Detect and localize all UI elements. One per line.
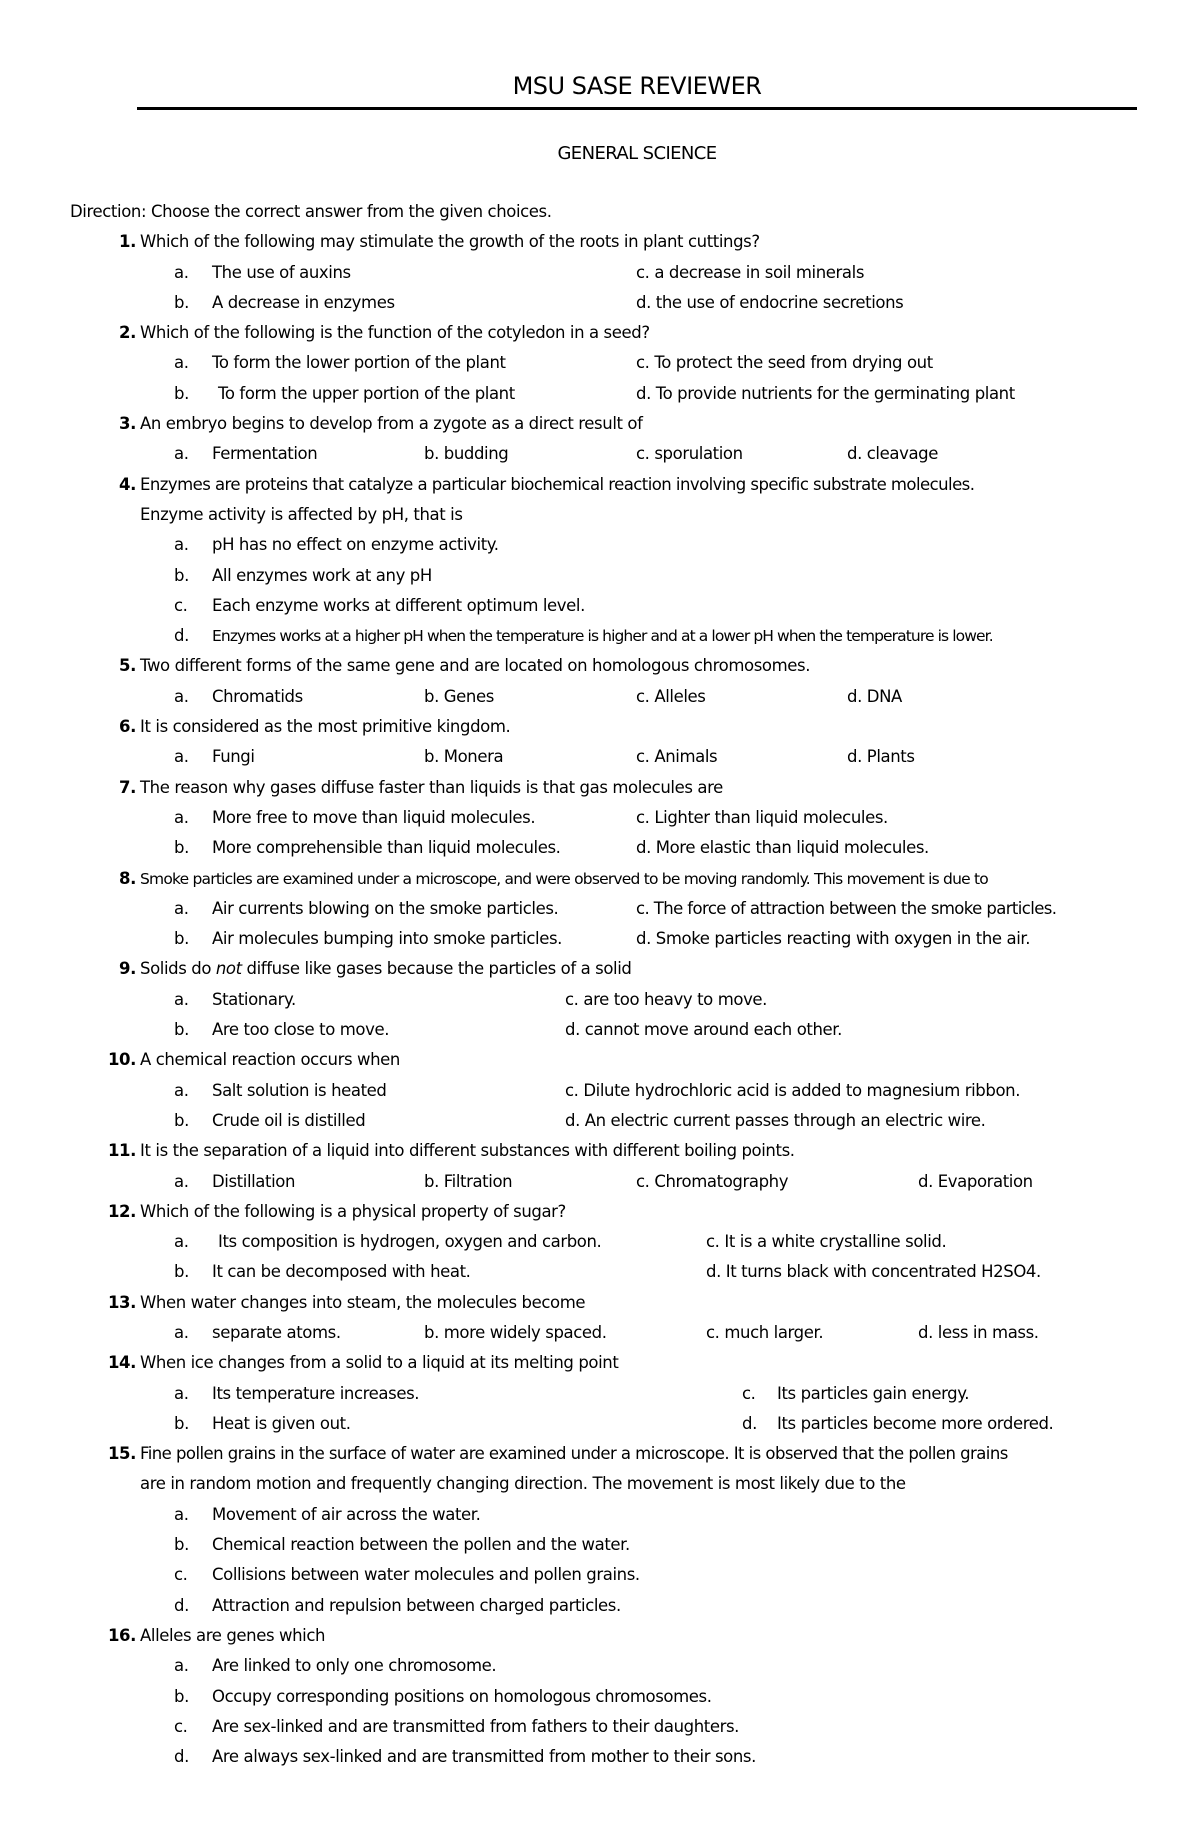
choice-row bbox=[70, 1257, 1130, 1287]
choice-c: c. sporulation bbox=[636, 444, 743, 464]
question-text-part: diffuse like gases because the particles of a solid bbox=[241, 959, 632, 979]
direction-text: Direction: Choose the correct answer from the given choices. bbox=[70, 202, 552, 221]
question-1 bbox=[70, 227, 1130, 257]
choice-c: Its particles gain energy. bbox=[777, 1383, 970, 1403]
question-14 bbox=[70, 1348, 1130, 1378]
question-text-part: Solids do bbox=[140, 959, 216, 979]
choice-d: d. Plants bbox=[847, 747, 915, 767]
choice-letter: a. bbox=[174, 1504, 189, 1524]
question-13 bbox=[70, 1288, 1130, 1318]
choice-letter: a. bbox=[174, 262, 189, 282]
choice-b: Air molecules bumping into smoke particles. bbox=[212, 929, 562, 949]
choice-c: c. Dilute hydrochloric acid is added to magnesium ribbon. bbox=[565, 1080, 1021, 1100]
choice-letter: a. bbox=[174, 535, 189, 555]
choice-letter: b. bbox=[174, 1262, 189, 1282]
choice-c: c. Lighter than liquid molecules. bbox=[636, 807, 888, 827]
choice-row bbox=[70, 1712, 1130, 1742]
choice-row bbox=[70, 1106, 1130, 1136]
choice-d: d. Smoke particles reacting with oxygen in the air. bbox=[636, 929, 1031, 949]
choice-d: d. More elastic than liquid molecules. bbox=[636, 838, 929, 858]
choice-letter: c. bbox=[174, 1716, 188, 1736]
choice-row bbox=[70, 1076, 1130, 1106]
choice-letter: a. bbox=[174, 989, 189, 1009]
choice-d: d. To provide nutrients for the germinating plant bbox=[636, 383, 1015, 403]
choice-letter: d. bbox=[174, 626, 189, 646]
emphasis-text: not bbox=[215, 959, 242, 979]
choice-b: b. budding bbox=[424, 444, 509, 464]
choice-c: Each enzyme works at different optimum level. bbox=[212, 595, 585, 615]
choice-letter: b. bbox=[174, 565, 189, 585]
choice-letter: a. bbox=[174, 1171, 189, 1191]
choice-letter: d. bbox=[174, 1747, 189, 1767]
choice-letter: a. bbox=[174, 747, 189, 767]
choice-a: separate atoms. bbox=[212, 1322, 341, 1342]
choice-c: c. a decrease in soil minerals bbox=[636, 262, 865, 282]
choice-b: All enzymes work at any pH bbox=[212, 565, 432, 585]
choice-a: Its temperature increases. bbox=[212, 1383, 420, 1403]
choice-row bbox=[70, 1379, 1130, 1409]
question-11 bbox=[70, 1136, 1130, 1166]
question-number: 1. bbox=[119, 232, 136, 252]
choice-row bbox=[70, 288, 1130, 318]
choice-letter: a. bbox=[174, 353, 189, 373]
choice-b: It can be decomposed with heat. bbox=[212, 1262, 471, 1282]
question-2 bbox=[70, 318, 1130, 348]
choice-letter: b. bbox=[174, 929, 189, 949]
choice-row bbox=[70, 379, 1130, 409]
choice-letter: b. bbox=[174, 383, 189, 403]
question-text: Which of the following may stimulate the growth of the roots in plant cuttings? bbox=[140, 232, 760, 252]
choice-row bbox=[70, 530, 1130, 560]
choice-b: b. Filtration bbox=[424, 1171, 513, 1191]
choice-row bbox=[70, 894, 1130, 924]
choice-a: pH has no effect on enzyme activity. bbox=[212, 535, 499, 555]
question-number: 16. bbox=[107, 1625, 136, 1645]
choice-row bbox=[70, 742, 1130, 772]
choice-letter: b. bbox=[174, 1686, 189, 1706]
header-rule bbox=[137, 107, 1137, 110]
question-number: 2. bbox=[119, 323, 136, 343]
choice-row bbox=[70, 985, 1130, 1015]
question-text: Fine pollen grains in the surface of water are examined under a microscope. It is observed that the pollen grains bbox=[140, 1444, 1008, 1464]
choice-b: A decrease in enzymes bbox=[212, 292, 395, 312]
choice-b: Crude oil is distilled bbox=[212, 1110, 366, 1130]
question-number: 8. bbox=[119, 868, 136, 888]
section-title: GENERAL SCIENCE bbox=[557, 143, 717, 164]
choice-letter: d. bbox=[742, 1413, 757, 1433]
choice-d: d. less in mass. bbox=[918, 1322, 1039, 1342]
question-16 bbox=[70, 1621, 1130, 1651]
question-text: Which of the following is a physical property of sugar? bbox=[140, 1201, 566, 1221]
choice-d: d. Evaporation bbox=[918, 1171, 1033, 1191]
choice-row bbox=[70, 682, 1130, 712]
choice-a: Fermentation bbox=[212, 444, 318, 464]
choice-b: Occupy corresponding positions on homologous chromosomes. bbox=[212, 1686, 712, 1706]
choice-b: Chemical reaction between the pollen and the water. bbox=[212, 1535, 630, 1555]
choice-letter: a. bbox=[174, 1080, 189, 1100]
choice-row bbox=[70, 1591, 1130, 1621]
question-number: 9. bbox=[119, 959, 136, 979]
question-text: Enzyme activity is affected by pH, that is bbox=[140, 504, 463, 524]
choice-c: c. Chromatography bbox=[636, 1171, 789, 1191]
choice-letter: b. bbox=[174, 1020, 189, 1040]
choice-a: Stationary. bbox=[212, 989, 296, 1009]
choice-letter: c. bbox=[174, 595, 188, 615]
choice-letter: b. bbox=[174, 292, 189, 312]
choice-row bbox=[70, 1318, 1130, 1348]
question-text: Which of the following is the function of the cotyledon in a seed? bbox=[140, 323, 650, 343]
choice-letter: a. bbox=[174, 1656, 189, 1676]
choice-row bbox=[70, 833, 1130, 863]
choice-b: b. Monera bbox=[424, 747, 504, 767]
choice-row bbox=[70, 439, 1130, 469]
choice-d: Its particles become more ordered. bbox=[777, 1413, 1054, 1433]
choice-a: Its composition is hydrogen, oxygen and carbon. bbox=[218, 1232, 602, 1252]
question-text: When ice changes from a solid to a liquid at its melting point bbox=[140, 1353, 619, 1373]
choice-letter: a. bbox=[174, 807, 189, 827]
question-3 bbox=[70, 409, 1130, 439]
choice-letter: b. bbox=[174, 1413, 189, 1433]
choice-c: c. The force of attraction between the smoke particles. bbox=[636, 898, 1057, 918]
choice-a: More free to move than liquid molecules. bbox=[212, 807, 536, 827]
choice-c: c. are too heavy to move. bbox=[565, 989, 768, 1009]
question-12 bbox=[70, 1197, 1130, 1227]
choice-row bbox=[70, 1500, 1130, 1530]
choice-letter: b. bbox=[174, 1535, 189, 1555]
choice-a: Fungi bbox=[212, 747, 255, 767]
choice-row bbox=[70, 1227, 1130, 1257]
direction-line bbox=[70, 197, 1130, 227]
question-number: 6. bbox=[119, 717, 136, 737]
choice-letter: b. bbox=[174, 838, 189, 858]
choice-row bbox=[70, 561, 1130, 591]
choice-b: Are too close to move. bbox=[212, 1020, 390, 1040]
question-text: are in random motion and frequently changing direction. The movement is most likely due to the bbox=[140, 1474, 906, 1494]
choice-row bbox=[70, 1560, 1130, 1590]
choice-b: More comprehensible than liquid molecules. bbox=[212, 838, 561, 858]
choice-letter: c. bbox=[174, 1565, 188, 1585]
choice-d: d. An electric current passes through an electric wire. bbox=[565, 1110, 986, 1130]
choice-d: d. It turns black with concentrated H2SO4. bbox=[706, 1262, 1041, 1282]
choice-row bbox=[70, 803, 1130, 833]
question-text: It is considered as the most primitive kingdom. bbox=[140, 717, 511, 737]
choice-b: To form the upper portion of the plant bbox=[218, 383, 515, 403]
choice-c: Collisions between water molecules and pollen grains. bbox=[212, 1565, 640, 1585]
choice-a: Chromatids bbox=[212, 686, 303, 706]
question-number: 11. bbox=[107, 1141, 136, 1161]
choice-c: c. Animals bbox=[636, 747, 718, 767]
choice-letter: a. bbox=[174, 1383, 189, 1403]
choice-row bbox=[70, 348, 1130, 378]
choice-d: Are always sex-linked and are transmitted from mother to their sons. bbox=[212, 1747, 756, 1767]
question-text: It is the separation of a liquid into different substances with different boiling points. bbox=[140, 1141, 795, 1161]
choice-a: Movement of air across the water. bbox=[212, 1504, 481, 1524]
choice-c: Are sex-linked and are transmitted from fathers to their daughters. bbox=[212, 1716, 740, 1736]
choice-row bbox=[70, 621, 1130, 651]
choice-a: Distillation bbox=[212, 1171, 296, 1191]
choice-a: The use of auxins bbox=[212, 262, 351, 282]
choice-d: Attraction and repulsion between charged particles. bbox=[212, 1595, 621, 1615]
question-5 bbox=[70, 651, 1130, 681]
choice-b: b. Genes bbox=[424, 686, 494, 706]
choice-c: c. Alleles bbox=[636, 686, 706, 706]
choice-a: To form the lower portion of the plant bbox=[212, 353, 506, 373]
choice-letter: a. bbox=[174, 444, 189, 464]
choice-row bbox=[70, 1651, 1130, 1681]
choice-d: d. cannot move around each other. bbox=[565, 1020, 842, 1040]
choice-row bbox=[70, 1742, 1130, 1772]
choice-c: c. To protect the seed from drying out bbox=[636, 353, 933, 373]
question-6 bbox=[70, 712, 1130, 742]
question-number: 7. bbox=[119, 777, 136, 797]
question-text: An embryo begins to develop from a zygote as a direct result of bbox=[140, 414, 643, 434]
page-header-title: MSU SASE REVIEWER bbox=[512, 72, 762, 100]
choice-row bbox=[70, 1682, 1130, 1712]
question-15 bbox=[70, 1439, 1130, 1469]
choice-letter: a. bbox=[174, 686, 189, 706]
choice-row bbox=[70, 1167, 1130, 1197]
question-number: 5. bbox=[119, 656, 136, 676]
question-text: The reason why gases diffuse faster than liquids is that gas molecules are bbox=[140, 777, 723, 797]
question-text: Two different forms of the same gene and are located on homologous chromosomes. bbox=[140, 656, 811, 676]
question-4-continued bbox=[70, 500, 1130, 530]
choice-d: Enzymes works at a higher pH when the temperature is higher and at a lower pH when the temperature is lower. bbox=[212, 627, 993, 646]
choice-a: Are linked to only one chromosome. bbox=[212, 1656, 497, 1676]
choice-d: d. DNA bbox=[847, 686, 902, 706]
question-7 bbox=[70, 773, 1130, 803]
choice-b: Heat is given out. bbox=[212, 1413, 351, 1433]
choice-row bbox=[70, 1015, 1130, 1045]
choice-row bbox=[70, 591, 1130, 621]
question-text: Smoke particles are examined under a microscope, and were observed to be moving randomly. This movement is due to bbox=[140, 869, 988, 888]
choice-row bbox=[70, 1530, 1130, 1560]
choice-letter: a. bbox=[174, 898, 189, 918]
choice-c: c. much larger. bbox=[706, 1322, 824, 1342]
choice-row bbox=[70, 258, 1130, 288]
question-text bbox=[140, 954, 631, 984]
choice-letter: d. bbox=[174, 1595, 189, 1615]
choice-b: b. more widely spaced. bbox=[424, 1322, 607, 1342]
choice-letter: a. bbox=[174, 1322, 189, 1342]
choice-letter: a. bbox=[174, 1232, 189, 1252]
choice-letter: c. bbox=[742, 1383, 756, 1403]
question-9 bbox=[70, 954, 1130, 984]
question-text: When water changes into steam, the molecules become bbox=[140, 1292, 586, 1312]
choice-a: Air currents blowing on the smoke particles. bbox=[212, 898, 559, 918]
choice-row bbox=[70, 1409, 1130, 1439]
question-number: 13. bbox=[107, 1292, 136, 1312]
question-text: Enzymes are proteins that catalyze a particular biochemical reaction involving specific substrate molecules. bbox=[140, 474, 975, 494]
choice-letter: b. bbox=[174, 1110, 189, 1130]
question-number: 15. bbox=[107, 1444, 136, 1464]
question-number: 10. bbox=[107, 1050, 136, 1070]
choice-d: d. the use of endocrine secretions bbox=[636, 292, 904, 312]
choice-a: Salt solution is heated bbox=[212, 1080, 387, 1100]
question-number: 12. bbox=[107, 1201, 136, 1221]
question-4 bbox=[70, 470, 1130, 500]
question-list bbox=[70, 197, 1130, 1772]
question-8 bbox=[70, 864, 1130, 894]
question-number: 14. bbox=[107, 1353, 136, 1373]
question-number: 4. bbox=[119, 474, 136, 494]
question-text: Alleles are genes which bbox=[140, 1625, 326, 1645]
question-15-continued bbox=[70, 1469, 1130, 1499]
choice-row bbox=[70, 924, 1130, 954]
question-10 bbox=[70, 1045, 1130, 1075]
choice-c: c. It is a white crystalline solid. bbox=[706, 1232, 947, 1252]
choice-d: d. cleavage bbox=[847, 444, 938, 464]
question-number: 3. bbox=[119, 414, 136, 434]
question-text: A chemical reaction occurs when bbox=[140, 1050, 400, 1070]
